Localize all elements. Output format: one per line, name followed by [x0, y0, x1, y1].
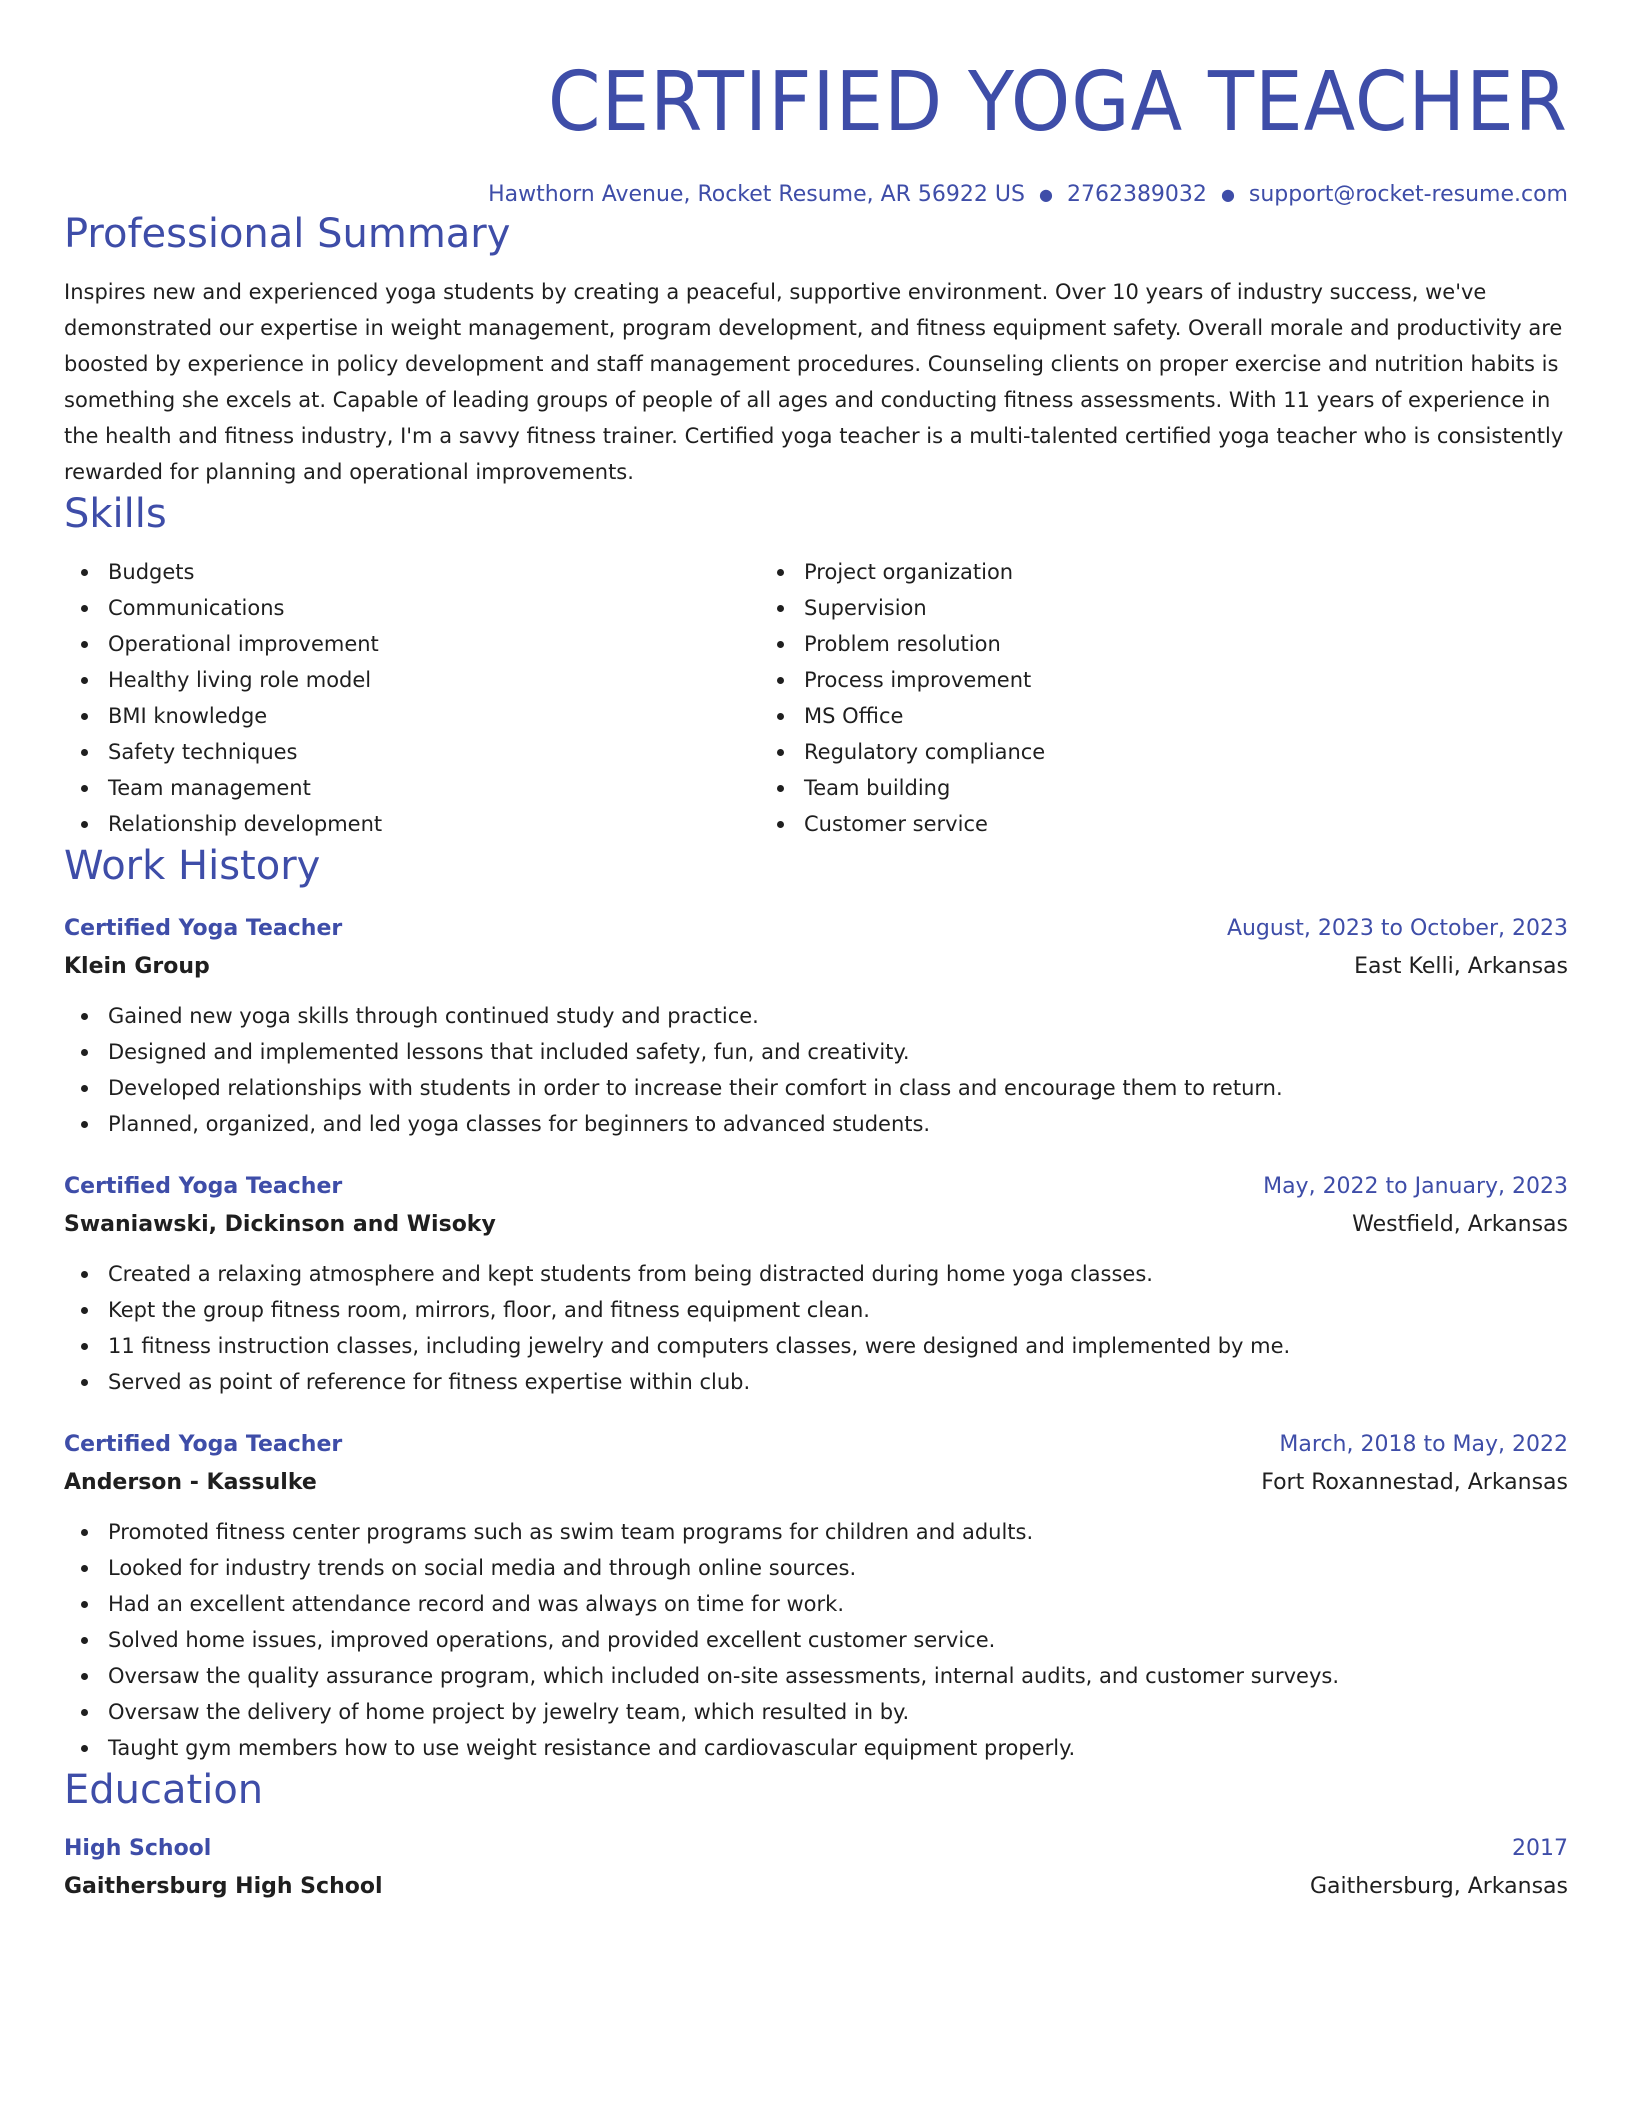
- skill-item: Operational improvement: [108, 626, 804, 662]
- education-year: 2017: [1512, 1836, 1568, 1861]
- job-dates: May, 2022 to January, 2023: [1263, 1174, 1568, 1199]
- job-bullet: Designed and implemented lessons that included safety, fun, and creativity.: [108, 1034, 1568, 1070]
- education-heading: Education: [64, 1767, 264, 1813]
- skill-item: BMI knowledge: [108, 698, 804, 734]
- skill-item: Safety techniques: [108, 734, 804, 770]
- job-bullet: Kept the group fitness room, mirrors, floor, and fitness equipment clean.: [108, 1292, 1568, 1328]
- skill-item: Team management: [108, 770, 804, 806]
- skill-item: Process improvement: [804, 662, 1045, 698]
- job-company: Klein Group: [64, 954, 210, 979]
- address: Hawthorn Avenue, Rocket Resume, AR 56922 US: [488, 182, 1025, 207]
- skill-item: Supervision: [804, 590, 1045, 626]
- education-entry: [64, 1830, 1568, 1906]
- job-entry: [64, 1426, 1568, 1766]
- job-bullet: Solved home issues, improved operations, and provided excellent customer service.: [108, 1622, 1568, 1658]
- job-bullet: 11 fitness instruction classes, including jewelry and computers classes, were designed and implemented by me.: [108, 1328, 1568, 1364]
- job-title: Certified Yoga Teacher: [64, 1432, 343, 1457]
- skills-heading: Skills: [64, 491, 167, 537]
- skills-list: [64, 554, 1568, 842]
- job-company: Swaniawski, Dickinson and Wisoky: [64, 1212, 496, 1237]
- skill-item: Team building: [804, 770, 1045, 806]
- skill-item: Customer service: [804, 806, 1045, 842]
- job-bullets: [64, 998, 1568, 1142]
- job-dates: March, 2018 to May, 2022: [1279, 1432, 1568, 1457]
- education-school: Gaithersburg High School: [64, 1874, 383, 1899]
- separator-dot: ●: [1220, 185, 1235, 204]
- skill-item: Healthy living role model: [108, 662, 804, 698]
- skill-item: Communications: [108, 590, 804, 626]
- education-degree: High School: [64, 1836, 212, 1861]
- job-company: Anderson - Kassulke: [64, 1470, 317, 1495]
- job-dates: August, 2023 to October, 2023: [1226, 916, 1568, 941]
- job-entry: [64, 910, 1568, 1142]
- phone: 2762389032: [1066, 182, 1207, 207]
- skills-column-right: [804, 554, 1045, 842]
- job-bullet: Oversaw the delivery of home project by jewelry team, which resulted in by.: [108, 1694, 1568, 1730]
- job-bullets: [64, 1514, 1568, 1766]
- job-bullet: Promoted fitness center programs such as swim team programs for children and adults.: [108, 1514, 1568, 1550]
- job-bullets: [64, 1256, 1568, 1400]
- job-location: Fort Roxannestad, Arkansas: [1261, 1470, 1568, 1495]
- job-bullet: Had an excellent attendance record and was always on time for work.: [108, 1586, 1568, 1622]
- separator-dot: ●: [1038, 185, 1053, 204]
- work-history-heading: Work History: [64, 843, 321, 889]
- job-bullet: Gained new yoga skills through continued study and practice.: [108, 998, 1568, 1034]
- job-entry: [64, 1168, 1568, 1400]
- skill-item: Budgets: [108, 554, 804, 590]
- job-bullet: Served as point of reference for fitness expertise within club.: [108, 1364, 1568, 1400]
- summary-text: Inspires new and experienced yoga students by creating a peaceful, supportive environment. Over 10 years of industry success, we've demonstrated our expertise in weight management, program development, and fitness equipment safety. Overall morale and productivity are boosted by experience in policy development and staff management procedures. Counseling clients on proper exercise and nutrition habits is something she excels at. Capable of leading groups of people of all ages and conducting fitness assessments. With 11 years of experience in the health and fitness industry, I'm a savvy fitness trainer. Certified yoga teacher is a multi-talented certified yoga teacher who is consistently rewarded for planning and operational improvements.: [64, 280, 1564, 484]
- job-bullet: Planned, organized, and led yoga classes for beginners to advanced students.: [108, 1106, 1568, 1142]
- skill-item: Regulatory compliance: [804, 734, 1045, 770]
- summary-heading: Professional Summary: [64, 211, 511, 257]
- job-bullet: Taught gym members how to use weight resistance and cardiovascular equipment properly.: [108, 1730, 1568, 1766]
- job-bullet: Oversaw the quality assurance program, which included on-site assessments, internal audits, and customer surveys.: [108, 1658, 1568, 1694]
- skills-column-left: [64, 554, 804, 842]
- skill-item: Problem resolution: [804, 626, 1045, 662]
- job-location: Westfield, Arkansas: [1352, 1212, 1568, 1237]
- job-bullet: Looked for industry trends on social media and through online sources.: [108, 1550, 1568, 1586]
- skill-item: Project organization: [804, 554, 1045, 590]
- job-title: Certified Yoga Teacher: [64, 1174, 343, 1199]
- job-bullet: Created a relaxing atmosphere and kept students from being distracted during home yoga classes.: [108, 1256, 1568, 1292]
- job-location: East Kelli, Arkansas: [1354, 954, 1568, 979]
- skill-item: Relationship development: [108, 806, 804, 842]
- email: support@rocket-resume.com: [1248, 182, 1568, 207]
- contact-line: [64, 180, 1568, 210]
- job-bullet: Developed relationships with students in order to increase their comfort in class and encourage them to return.: [108, 1070, 1568, 1106]
- skill-item: MS Office: [804, 698, 1045, 734]
- job-title: Certified Yoga Teacher: [64, 916, 343, 941]
- resume-name: CERTIFIED YOGA TEACHER: [547, 55, 1568, 150]
- education-location: Gaithersburg, Arkansas: [1309, 1874, 1568, 1899]
